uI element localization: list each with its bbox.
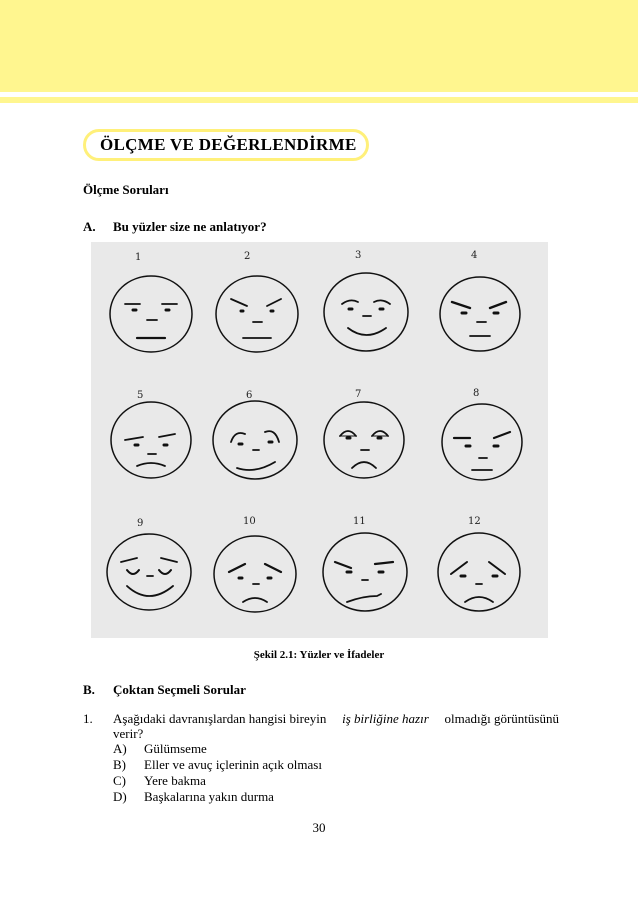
face-number-10: 10: [243, 516, 256, 527]
face-2: [216, 276, 298, 352]
option-d: [113, 789, 274, 804]
option-b-text: Eller ve avuç içlerinin açık olması: [144, 757, 322, 772]
face-number-1: 1: [135, 252, 142, 263]
face-number-11: 11: [353, 516, 366, 527]
option-d-text: Başkalarına yakın durma: [144, 789, 274, 804]
option-b: [113, 757, 322, 772]
question-1-text-part2: olmadığı görüntüsünü: [444, 711, 559, 726]
option-a-letter: A): [113, 741, 127, 756]
question-1-emphasis: iş birliğine hazır: [342, 711, 429, 726]
question-1-text-part1: Aşağıdaki davranışlardan hangisi bireyin: [113, 711, 327, 726]
face-number-6: 6: [246, 390, 253, 401]
header-band: [0, 0, 638, 92]
face-number-3: 3: [355, 250, 362, 261]
section-title-box: [83, 129, 369, 161]
question-1-text-line2: verir?: [113, 726, 144, 741]
face-12: [438, 533, 520, 611]
face-9: [107, 534, 191, 610]
face-number-8: 8: [473, 388, 480, 399]
page-number: 30: [312, 820, 326, 835]
option-c: [113, 773, 206, 788]
option-c-text: Yere bakma: [144, 773, 206, 788]
question-a-letter: A.: [83, 219, 96, 234]
face-4: [440, 277, 520, 351]
header-stripe: [0, 97, 638, 103]
face-number-12: 12: [468, 516, 481, 527]
option-a-text: Gülümseme: [144, 741, 207, 756]
face-10: [214, 536, 296, 612]
figure-caption: Şekil 2.1: Yüzler ve İfadeler: [253, 649, 385, 661]
face-5: [111, 402, 191, 478]
faces-drawing: [91, 242, 548, 638]
subheading: Ölçme Soruları: [83, 182, 169, 197]
question-1-number: 1.: [83, 711, 93, 726]
question-a-text: Bu yüzler size ne anlatıyor?: [113, 219, 267, 234]
section-title: ÖLÇME VE DEĞERLENDİRME: [100, 135, 357, 154]
face-number-2: 2: [244, 251, 251, 262]
face-7: [324, 402, 404, 478]
option-a: [113, 741, 207, 756]
option-c-letter: C): [113, 773, 126, 788]
face-1: [110, 276, 192, 352]
face-8: [442, 404, 522, 480]
question-b-text: Çoktan Seçmeli Sorular: [113, 682, 246, 697]
faces-figure: [91, 242, 548, 638]
question-1-text: [113, 711, 559, 741]
face-number-7: 7: [355, 389, 362, 400]
face-11: [323, 533, 407, 611]
face-6: [213, 401, 297, 479]
face-number-4: 4: [471, 250, 478, 261]
face-number-5: 5: [137, 390, 144, 401]
option-d-letter: D): [113, 789, 127, 804]
option-b-letter: B): [113, 757, 126, 772]
face-3: [324, 273, 408, 351]
face-number-9: 9: [137, 518, 144, 529]
question-b-letter: B.: [83, 682, 95, 697]
